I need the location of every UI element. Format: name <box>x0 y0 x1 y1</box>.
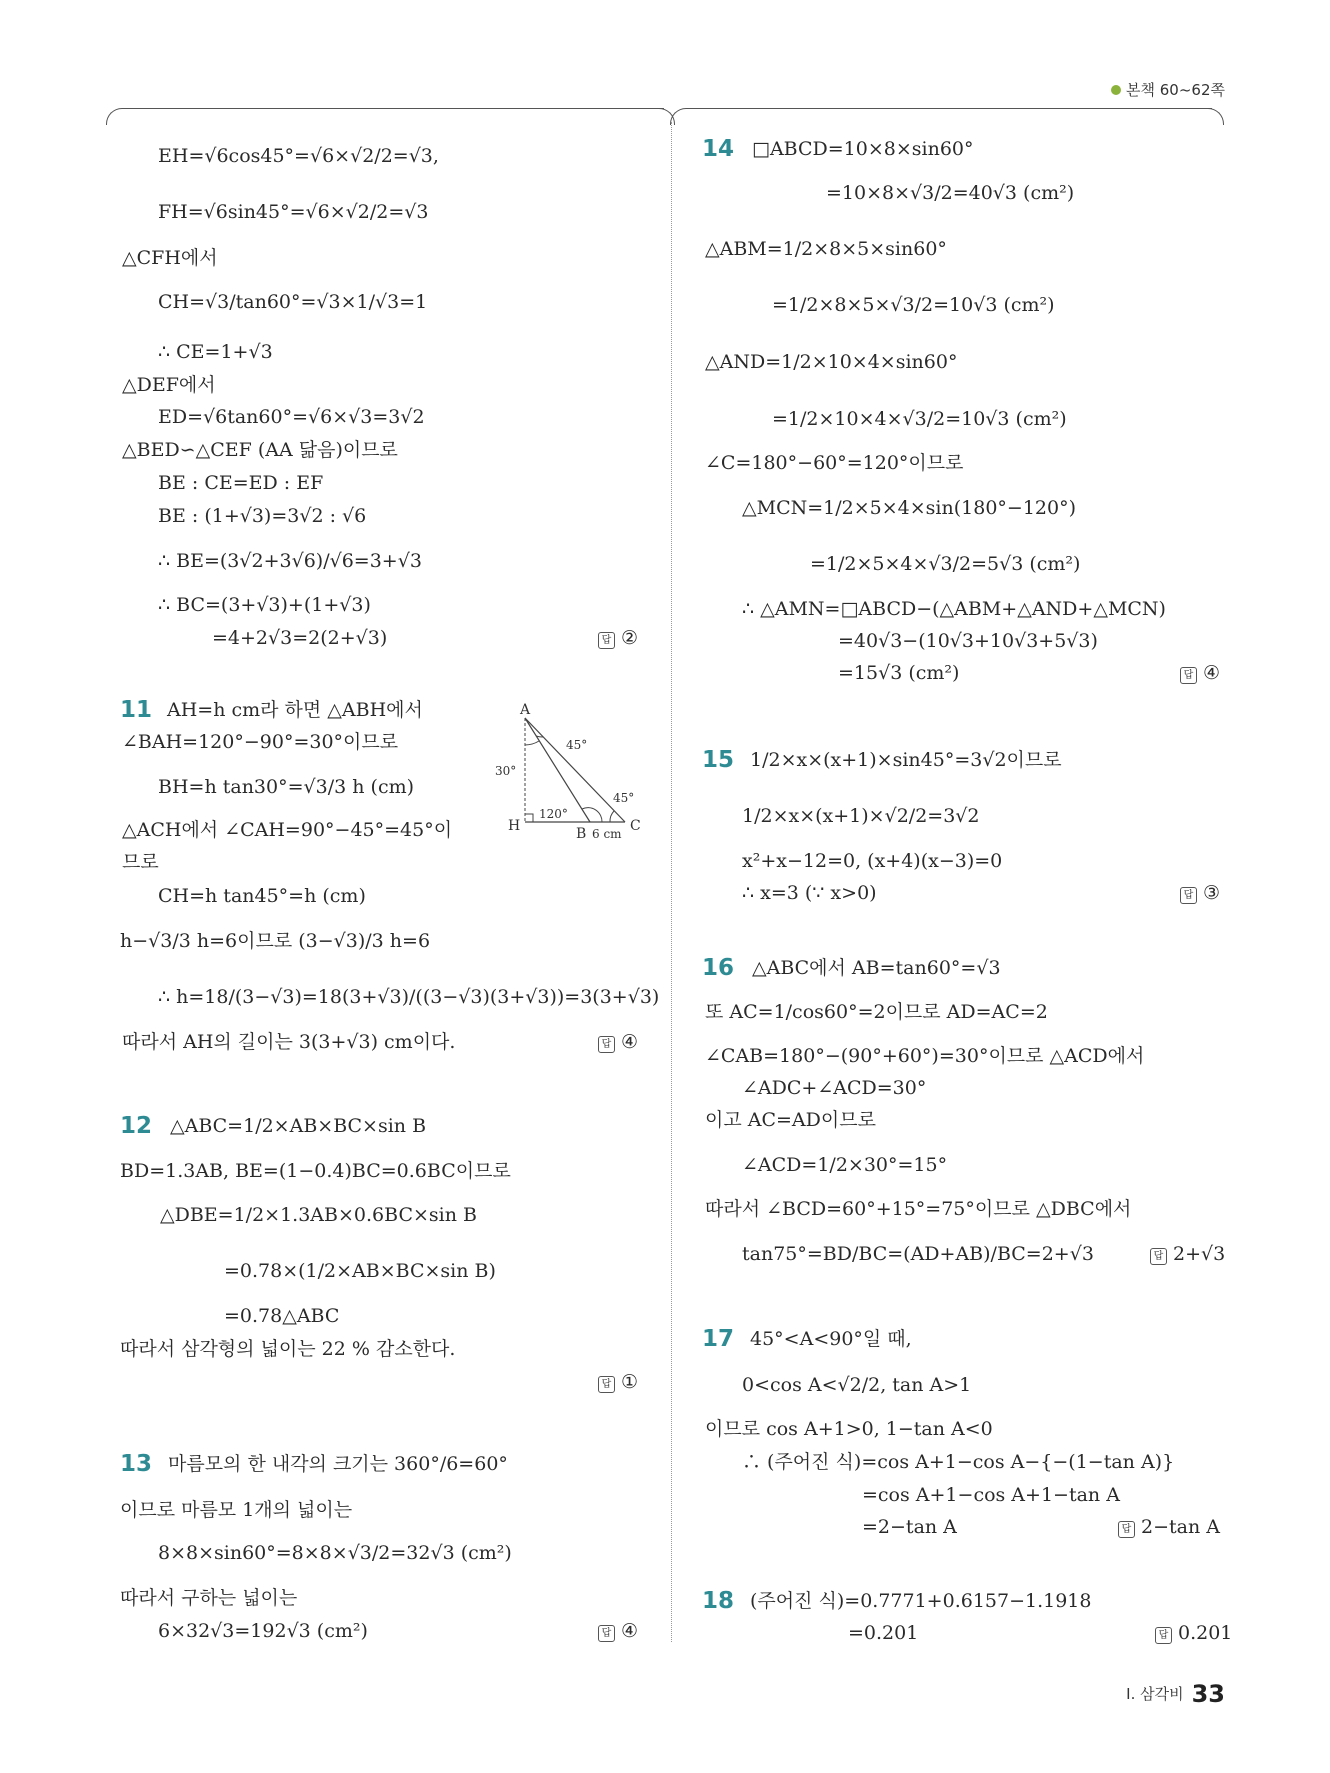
p13-line: 6×32√3=192√3 (cm²) <box>158 1620 368 1642</box>
p17-line: 0<cos A<√2/2, tan A>1 <box>742 1374 972 1396</box>
fig-label-45a: 45° <box>566 738 588 752</box>
fig-label-H: H <box>508 818 521 834</box>
p14-line: =40√3−(10√3+10√3+5√3) <box>838 630 1098 652</box>
p13-number: 13 <box>120 1451 153 1477</box>
p11-answer-value: ④ <box>621 1031 639 1053</box>
p12-line: =0.78△ABC <box>224 1305 340 1327</box>
p11-line: ∠BAH=120°−90°=30°이므로 <box>122 731 399 753</box>
p18-line: (주어진 식)=0.7771+0.6157−1.1918 <box>750 1590 1092 1612</box>
answer-mark-icon: 답 <box>598 1376 615 1393</box>
fig-label-B: B <box>576 826 587 842</box>
p14-line: △MCN=1/2×5×4×sin(180°−120°) <box>742 497 1077 519</box>
p11-line: AH=h cm라 하면 △ABH에서 <box>167 699 423 721</box>
p11-line: ∴ h=18/(3−√3)=18(3+√3)/((3−√3)(3+√3))=3(3+√3) <box>158 986 660 1008</box>
p16-line: 이고 AC=AD이므로 <box>705 1109 876 1131</box>
p18-line: =0.201 <box>848 1622 919 1644</box>
p10-line: △BED∽△CEF (AA 닮음)이므로 <box>122 439 398 461</box>
p18-answer <box>1155 1620 1232 1646</box>
p13-line: 마름모의 한 내각의 크기는 360°/6=60° <box>168 1453 508 1475</box>
p12-line: =0.78×(1/2×AB×BC×sin B) <box>224 1260 496 1282</box>
p10-line: ∴ BC=(3+√3)+(1+√3) <box>158 594 371 616</box>
fig-label-120: 120° <box>539 807 568 821</box>
fig-label-C: C <box>630 818 641 834</box>
p14-line: □ABCD=10×8×sin60° <box>752 138 974 160</box>
p10-line: BE : CE=ED : EF <box>158 472 324 494</box>
p14-line: =15√3 (cm²) <box>838 662 960 684</box>
p11-line: 므로 <box>122 851 159 873</box>
fig-label-A: A <box>520 702 531 718</box>
p16-number: 16 <box>702 955 735 981</box>
frame-mid-corner-r <box>670 108 687 125</box>
answer-mark-icon: 답 <box>1118 1521 1135 1538</box>
p18-answer-value: 0.201 <box>1178 1622 1233 1644</box>
p16-line: ∠CAB=180°−(90°+60°)=30°이므로 △ACD에서 <box>705 1045 1145 1067</box>
p13-line: 8×8×sin60°=8×8×√3/2=32√3 (cm²) <box>158 1542 512 1564</box>
page-ref <box>1111 79 1225 100</box>
p15-line: 1/2×x×(x+1)×sin45°=3√2이므로 <box>750 749 1062 771</box>
p16-answer <box>1150 1241 1225 1267</box>
p17-line: ∴ (주어진 식)=cos A+1−cos A−{−(1−tan A)} <box>742 1451 1175 1473</box>
p14-line: ∴ △AMN=□ABCD−(△ABM+△AND+△MCN) <box>742 598 1166 620</box>
p16-line: ∠ACD=1/2×30°=15° <box>742 1154 948 1176</box>
p14-line: =1/2×8×5×√3/2=10√3 (cm²) <box>772 294 1055 316</box>
p11-triangle-figure <box>490 700 650 845</box>
p17-answer <box>1118 1514 1220 1540</box>
answer-mark-icon: 답 <box>598 1036 615 1053</box>
fig-right-angle <box>525 814 533 822</box>
answer-mark-icon: 답 <box>598 632 615 649</box>
p11-number: 11 <box>120 697 153 723</box>
p12-line: BD=1.3AB, BE=(1−0.4)BC=0.6BC이므로 <box>120 1160 511 1182</box>
p12-answer-value: ① <box>621 1371 639 1393</box>
p16-answer-value: 2+√3 <box>1173 1243 1226 1265</box>
p12-number: 12 <box>120 1113 153 1139</box>
p11-line: CH=h tan45°=h (cm) <box>158 885 366 907</box>
fig-arc-30 <box>525 741 539 745</box>
p18-number: 18 <box>702 1588 735 1614</box>
p12-line: △ABC=1/2×AB×BC×sin B <box>170 1115 427 1137</box>
p10-line: FH=√6sin45°=√6×√2/2=√3 <box>158 201 429 223</box>
p11-line: h−√3/3 h=6이므로 (3−√3)/3 h=6 <box>120 930 431 952</box>
p17-line: 이므로 cos A+1>0, 1−tan A<0 <box>705 1418 993 1440</box>
p14-line: =10×8×√3/2=40√3 (cm²) <box>826 182 1075 204</box>
fig-label-30: 30° <box>495 764 517 778</box>
page-footer <box>1126 1680 1225 1708</box>
p16-line: ∠ADC+∠ACD=30° <box>742 1077 927 1099</box>
p16-line: tan75°=BD/BC=(AD+AB)/BC=2+√3 <box>742 1243 1094 1265</box>
p17-number: 17 <box>702 1326 735 1352</box>
page-ref-text: 본책 60~62쪽 <box>1126 81 1225 99</box>
p16-line: 또 AC=1/cos60°=2이므로 AD=AC=2 <box>705 1001 1048 1023</box>
p10-answer-value: ② <box>621 627 639 649</box>
answer-mark-icon: 답 <box>1155 1627 1172 1644</box>
p11-line: 따라서 AH의 길이는 3(3+√3) cm이다. <box>122 1031 456 1053</box>
frame-left-top <box>122 108 664 109</box>
p11-answer <box>598 1029 638 1055</box>
p15-answer-value: ③ <box>1203 882 1221 904</box>
p16-line: △ABC에서 AB=tan60°=√3 <box>752 957 1001 979</box>
p10-answer <box>598 625 638 651</box>
p15-line: ∴ x=3 (∵ x>0) <box>742 882 877 904</box>
frame-right-corner <box>1207 108 1224 125</box>
p10-line: ∴ BE=(3√2+3√6)/√6=3+√3 <box>158 550 422 572</box>
p13-line: 이므로 마름모 1개의 넓이는 <box>120 1499 353 1521</box>
page-number: 33 <box>1191 1680 1225 1708</box>
chapter-label: Ⅰ. 삼각비 <box>1126 1685 1184 1703</box>
p17-line: =cos A+1−cos A+1−tan A <box>862 1484 1120 1506</box>
answer-mark-icon: 답 <box>1180 667 1197 684</box>
answer-mark-icon: 답 <box>598 1625 615 1642</box>
p14-line: =1/2×5×4×√3/2=5√3 (cm²) <box>810 553 1081 575</box>
p15-number: 15 <box>702 747 735 773</box>
p15-answer <box>1180 880 1220 906</box>
fig-arc-45b <box>610 811 614 822</box>
p12-line: 따라서 삼각형의 넓이는 22 % 감소한다. <box>120 1338 456 1360</box>
fig-label-6cm: 6 cm <box>592 827 622 841</box>
p14-line: =1/2×10×4×√3/2=10√3 (cm²) <box>772 408 1067 430</box>
p10-line: △DEF에서 <box>122 374 216 396</box>
frame-left-corner <box>106 108 123 125</box>
bullet-dot-icon <box>1111 85 1121 95</box>
p15-line: x²+x−12=0, (x+4)(x−3)=0 <box>742 850 1003 872</box>
p14-line: △AND=1/2×10×4×sin60° <box>705 351 958 373</box>
p14-answer <box>1180 660 1220 686</box>
p14-line: △ABM=1/2×8×5×sin60° <box>705 238 947 260</box>
p15-line: 1/2×x×(x+1)×√2/2=3√2 <box>742 805 980 827</box>
p10-line: BE : (1+√3)=3√2 : √6 <box>158 505 367 527</box>
p10-line: △CFH에서 <box>122 247 218 269</box>
answer-mark-icon: 답 <box>1150 1248 1167 1265</box>
fig-label-45b: 45° <box>613 791 635 805</box>
p10-line: ED=√6tan60°=√6×√3=3√2 <box>158 406 425 428</box>
p13-answer <box>598 1618 638 1644</box>
column-divider <box>671 122 672 1642</box>
p14-answer-value: ④ <box>1203 662 1221 684</box>
p13-line: 따라서 구하는 넓이는 <box>120 1587 298 1609</box>
p10-line: EH=√6cos45°=√6×√2/2=√3, <box>158 145 439 167</box>
frame-right-top <box>686 108 1212 109</box>
p10-line: ∴ CE=1+√3 <box>158 341 273 363</box>
p12-line: △DBE=1/2×1.3AB×0.6BC×sin B <box>160 1204 477 1226</box>
p13-answer-value: ④ <box>621 1620 639 1642</box>
p11-line: △ACH에서 ∠CAH=90°−45°=45°이 <box>122 819 453 841</box>
p11-line: BH=h tan30°=√3/3 h (cm) <box>158 776 415 798</box>
p14-number: 14 <box>702 136 735 162</box>
p16-line: 따라서 ∠BCD=60°+15°=75°이므로 △DBC에서 <box>705 1198 1132 1220</box>
p14-line: ∠C=180°−60°=120°이므로 <box>705 452 964 474</box>
p10-line: CH=√3/tan60°=√3×1/√3=1 <box>158 291 428 313</box>
p17-line: =2−tan A <box>862 1516 957 1538</box>
p17-line: 45°<A<90°일 때, <box>750 1328 912 1350</box>
p10-line: =4+2√3=2(2+√3) <box>212 627 388 649</box>
answer-mark-icon: 답 <box>1180 887 1197 904</box>
p17-answer-value: 2−tan A <box>1141 1516 1220 1538</box>
p12-answer <box>598 1369 638 1395</box>
